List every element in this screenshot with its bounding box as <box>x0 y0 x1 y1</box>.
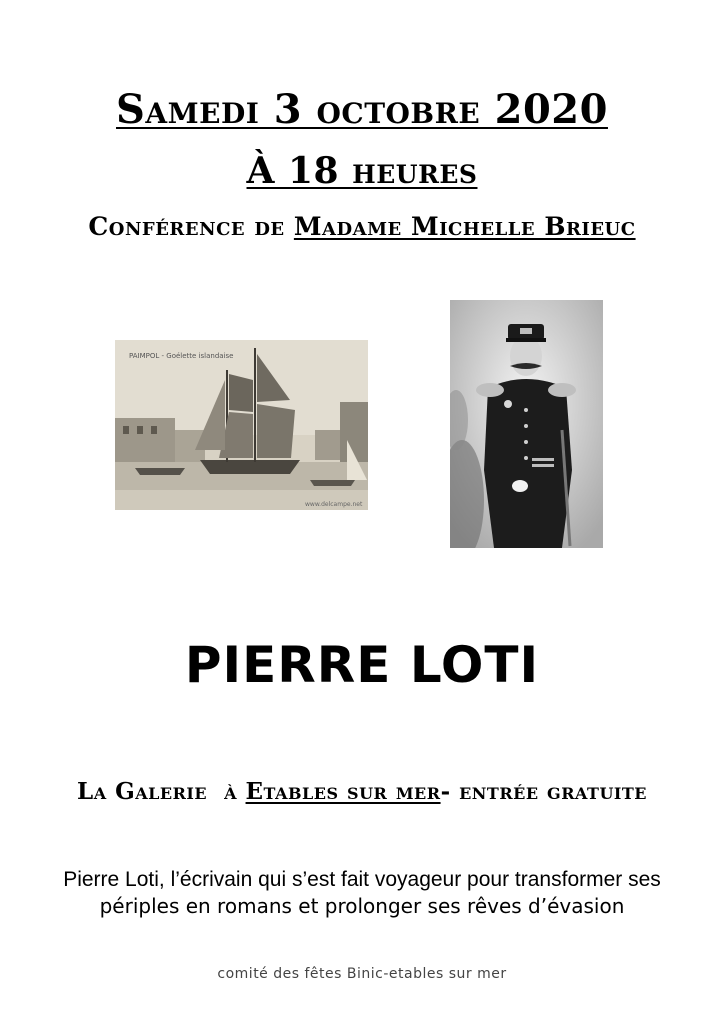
event-description <box>30 866 694 920</box>
sailing-ship-illustration <box>115 340 368 510</box>
conference-prefix: Conférence de <box>88 212 285 241</box>
venue-place: Etables sur mer <box>245 778 441 805</box>
speaker-name: Madame Michelle Brieuc <box>293 212 636 241</box>
description-line-1: Pierre Loti, l’écrivain qui s’est fait voyageur pour transformer ses <box>63 868 661 891</box>
naval-officer-illustration <box>450 300 603 548</box>
conference-line <box>0 212 724 241</box>
organizer-footer: comité des fêtes Binic-etables sur mer <box>217 966 507 982</box>
naval-officer-portrait <box>450 300 603 548</box>
venue-prefix: La Galerie à <box>77 778 238 805</box>
description-line-2: périples en romans et prolonger ses rêves d’évasion <box>99 894 625 918</box>
venue-suffix: - entrée gratuite <box>440 778 647 805</box>
event-date: Samedi 3 octobre 2020 <box>116 86 608 133</box>
venue-line <box>0 778 724 805</box>
event-time: À 18 heures <box>246 150 478 192</box>
sailing-ship-photo <box>115 340 368 510</box>
event-title: PIERRE LOTI <box>184 636 540 694</box>
postcard-caption: PAIMPOL - Goélette islandaise <box>129 352 234 360</box>
postcard-watermark: www.delcampe.net <box>305 501 363 508</box>
